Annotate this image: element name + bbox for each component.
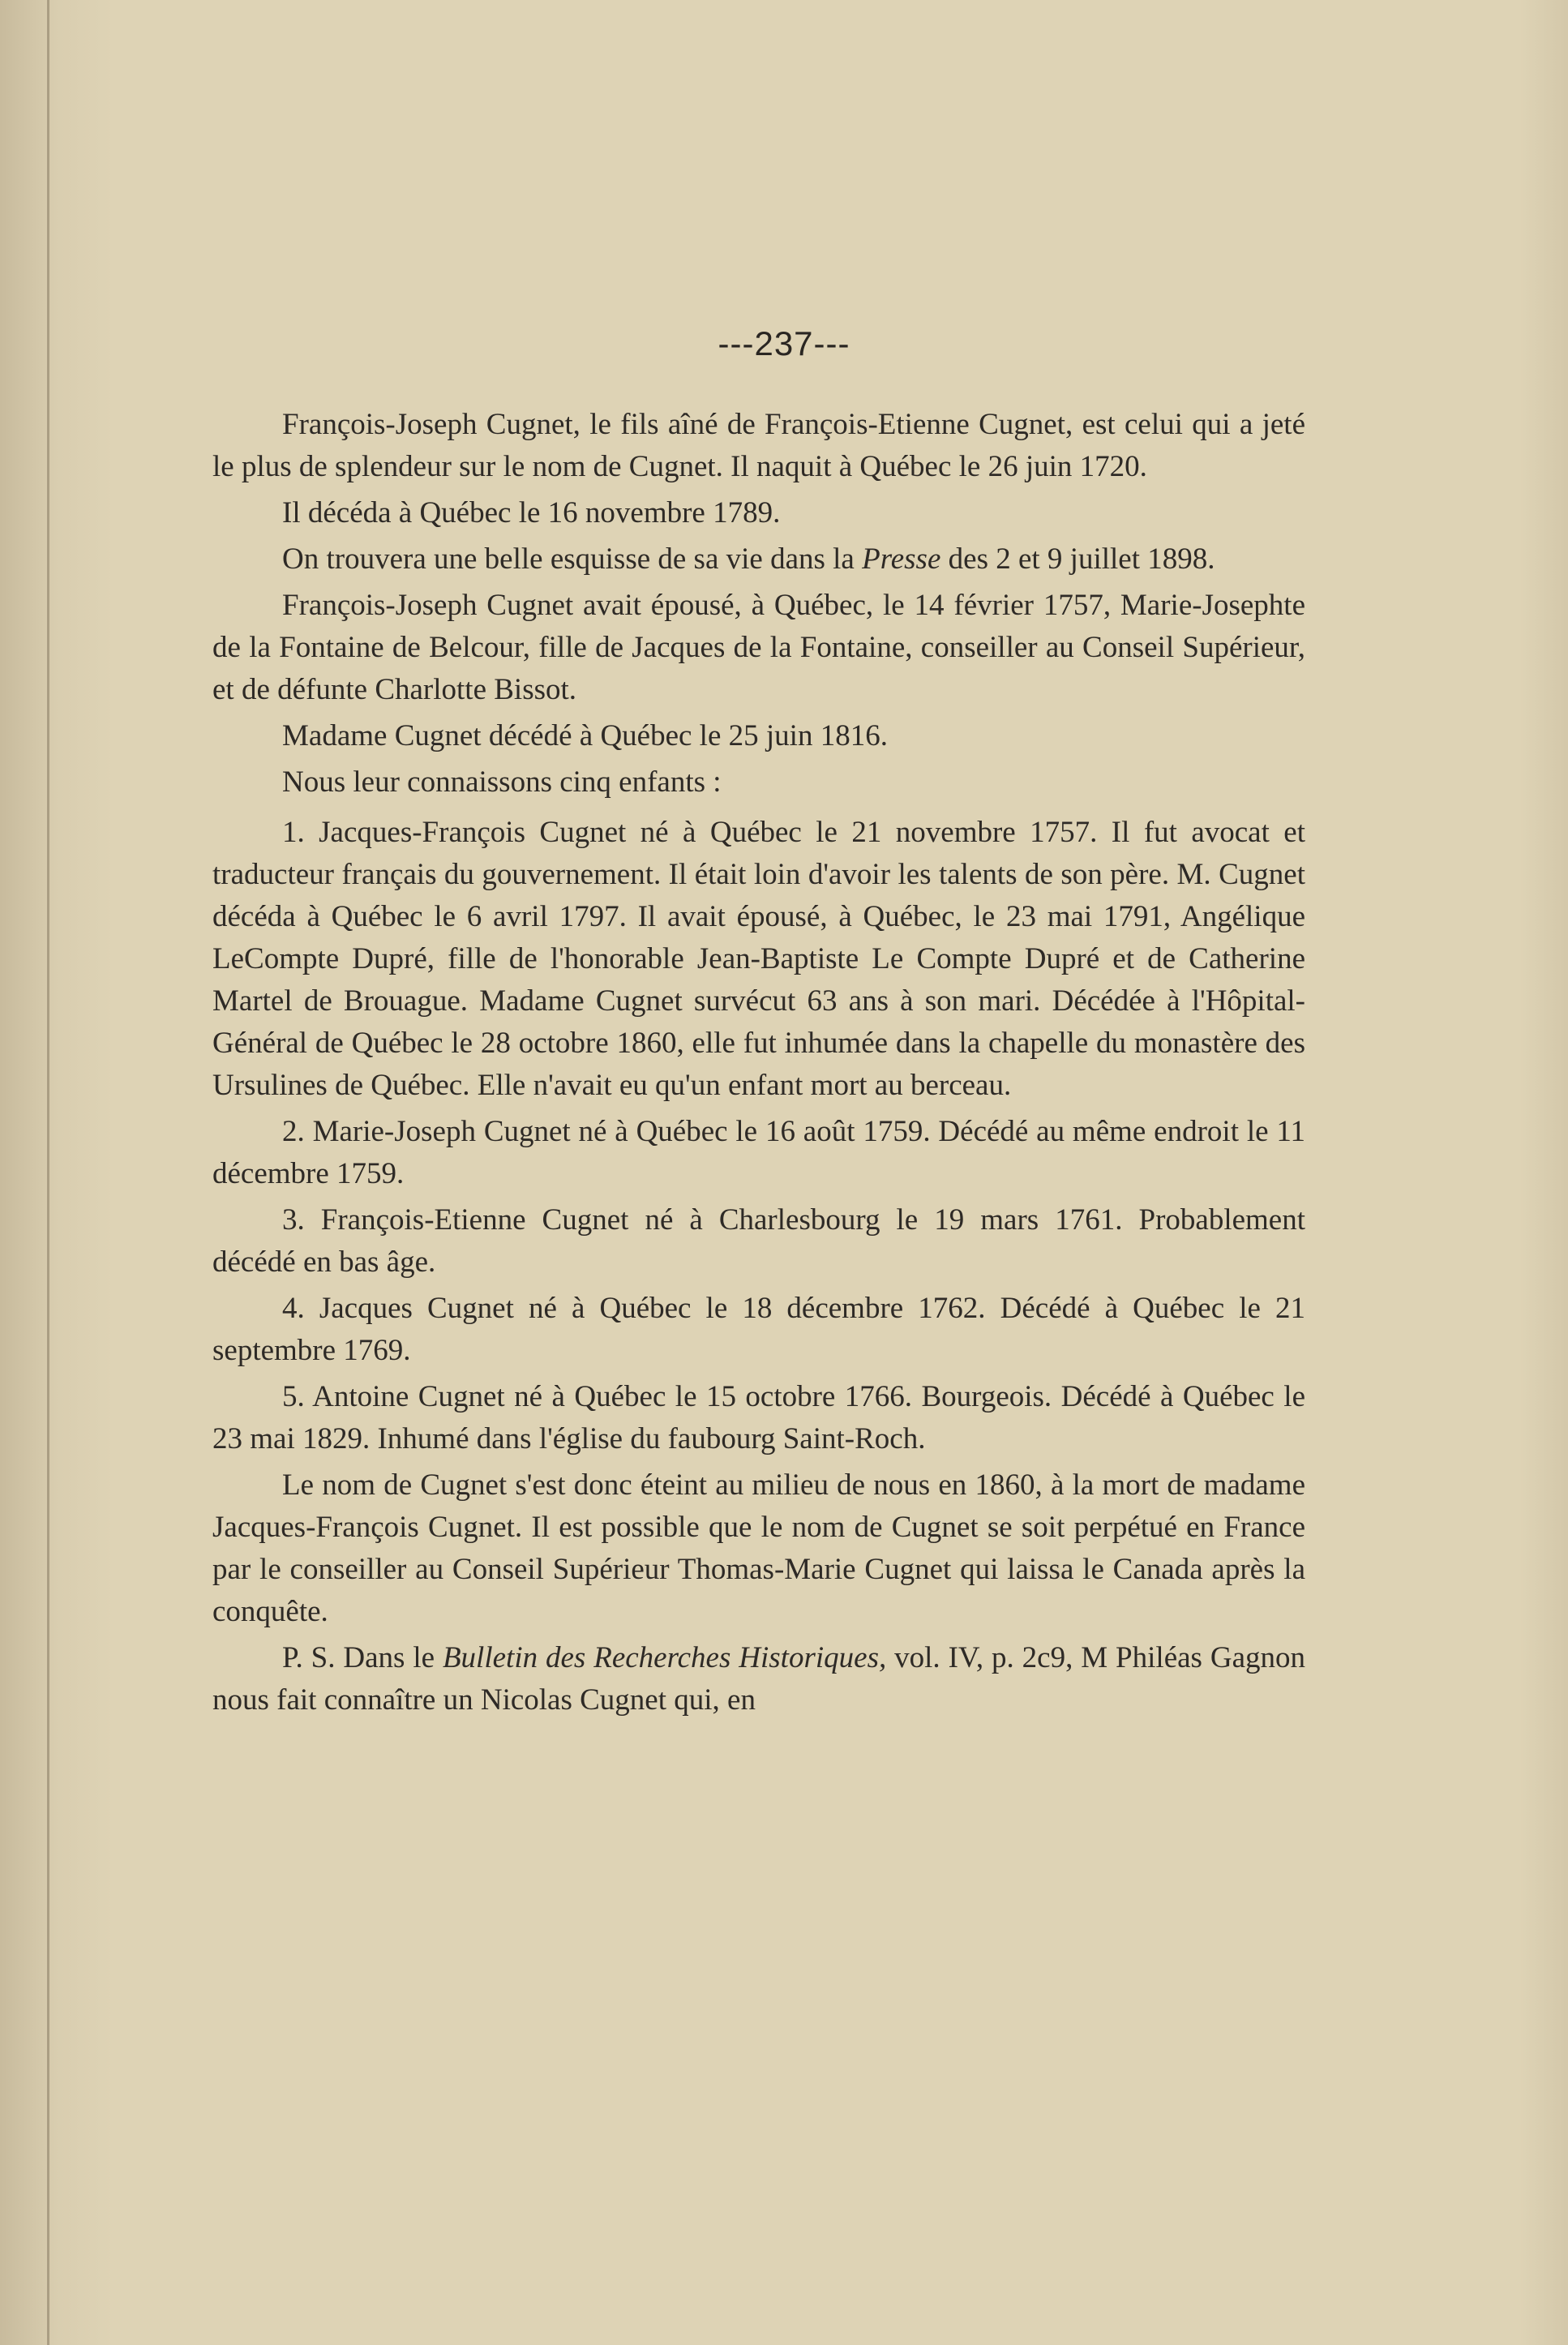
list-item-child-1: 1. Jacques-François Cugnet né à Québec le 21 novembre 1757. Il fut avocat et traducteur français du gouvernement. Il était loin d'avoir les talents de son père. M. Cugnet décéda à Québec le 6 avril 1797. Il avait épousé, à Québec, le 23 mai 1791, Angélique LeCompte Dupré, fille de l'honorable Jean-Baptiste Le Compte Dupré et de Catherine Martel de Brouague. Madame Cugnet survécut 63 ans à son mari. Décédée à l'Hôpital-Général de Québec le 28 octobre 1860, elle fut inhumée dans la chapelle du monastère des Ursulines de Québec. Elle n'avait eu qu'un enfant mort au berceau. [212, 816, 1305, 1102]
presse-text-before: On trouvera une belle esquisse de sa vie dans la [282, 542, 863, 576]
page-number: ---237--- [718, 324, 850, 362]
list-item-child-5: 5. Antoine Cugnet né à Québec le 15 octobre 1766. Bourgeois. Décédé à Québec le 23 mai 1829. Inhumé dans l'église du faubourg Saint-Roch. [212, 1380, 1305, 1455]
paragraph-name-extinct: Le nom de Cugnet s'est donc éteint au milieu de nous en 1860, à la mort de madame Jacques-François Cugnet. Il est possible que le nom de Cugnet se soit perpétué en France par le conseiller au Conseil Supérieur Thomas-Marie Cugnet qui laissa le Canada après la conquête. [212, 1468, 1305, 1628]
paragraph-cugnet-intro: François-Joseph Cugnet, le fils aîné de François-Etienne Cugnet, est celui qui a jeté le plus de splendeur sur le nom de Cugnet. Il naquit à Québec le 26 juin 1720. [212, 408, 1305, 483]
paragraph-madame-death: Madame Cugnet décédé à Québec le 25 juin 1816. [282, 719, 888, 752]
list-item-child-3: 3. François-Etienne Cugnet né à Charlesbourg le 19 mars 1761. Probablement décédé en bas âge. [212, 1203, 1305, 1279]
paragraph-presse-reference [212, 538, 1305, 581]
postscript-text-before: P. S. Dans le [282, 1641, 443, 1674]
postscript-text-after: vol. IV, p. 2c9, M Philéas Gagnon nous fait connaître un Nicolas Cugnet qui, en [212, 1641, 1305, 1717]
paragraph-children-intro: Nous leur connaissons cinq enfants : [282, 765, 722, 799]
body-text [212, 404, 1305, 1726]
presse-text-after: des 2 et 9 juillet 1898. [940, 542, 1215, 576]
paragraph-postscript [212, 1637, 1305, 1721]
paragraph-marriage: François-Joseph Cugnet avait épousé, à Québec, le 14 février 1757, Marie-Josephte de la Fontaine de Belcour, fille de Jacques de la Fontaine, conseiller au Conseil Supérieur, et de défunte Charlotte Bissot. [212, 589, 1305, 706]
paragraph-death: Il décéda à Québec le 16 novembre 1789. [282, 496, 781, 529]
list-item-child-2: 2. Marie-Joseph Cugnet né à Québec le 16 août 1759. Décédé au même endroit le 11 décembre 1759. [212, 1115, 1305, 1190]
presse-title: Presse [862, 542, 941, 576]
bulletin-title: Bulletin des Recherches Historiques, [442, 1641, 887, 1674]
list-item-child-4: 4. Jacques Cugnet né à Québec le 18 décembre 1762. Décédé à Québec le 21 septembre 1769. [212, 1292, 1305, 1367]
